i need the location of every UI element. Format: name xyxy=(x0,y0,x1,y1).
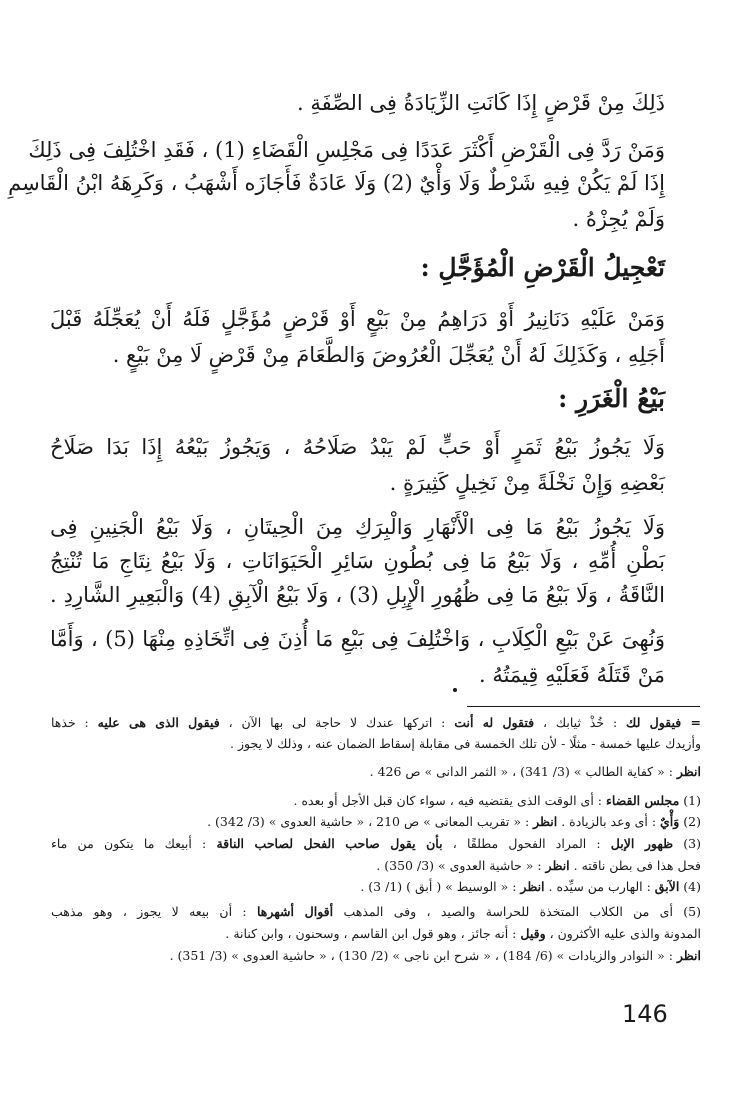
fn-text: (2) xyxy=(679,814,701,829)
fn-bold: انظر xyxy=(533,814,558,829)
fn-text: : أى الوقت الذى يقتضيه فيه ، سواء كان قبل الأجل أو بعده . xyxy=(293,793,606,808)
fn-text: : أى وعد بالزيادة . xyxy=(557,814,660,829)
fn-text: : اتركها عندك لا حاجة لى بها الآن ، xyxy=(219,715,455,730)
footnote-3-line-2 xyxy=(51,856,701,876)
body-line-6: أَجَلِهِ ، وَكَذَلِكَ لَهُ أَنْ يُعَجِّلَ الْعُرُوضَ وَالطَّعَامَ مِنْ قَرْضٍ لَا مِنْ بَيْعٍ . xyxy=(112,343,665,367)
page-number: 146 xyxy=(622,1000,668,1028)
fn-text: : أبيعك ما يتكون من ماء xyxy=(51,836,217,851)
body-line-11: النَّاقَةُ ، وَلَا بَيْعُ مَا فِى ظُهُورِ الْإِبِلِ (3) ، وَلَا بَيْعُ الْآبِقِ (4) وَالْبَعِيرِ الشَّارِدِ . xyxy=(50,583,665,607)
body-line-7: وَلَا يَجُوزُ بَيْعُ ثَمَرٍ أَوْ حَبٍّ لَمْ يَبْدُ صَلَاحُهُ ، وَيَجُوزُ بَيْعُهُ إِذَا بَدَا صَلَاحُ xyxy=(50,435,665,459)
body-line-13: مَنْ قَتَلَهُ فَعَلَيْهِ قِيمَتُهُ . xyxy=(478,663,665,687)
fn-bold: أقوال أشهرها xyxy=(256,904,334,919)
body-line-8: بَعْضِهِ وَإِنْ نَخْلَةً مِنْ نَخِيلٍ كَثِيرَةٍ . xyxy=(389,471,665,495)
footnote-5-line-3 xyxy=(51,946,701,966)
body-line-5: وَمَنْ عَلَيْهِ دَنَانِيرُ أَوْ دَرَاهِمُ مِنْ بَيْعٍ أَوْ قَرْضٍ مُؤَجَّلٍ فَلَهُ أَنْ يُعَجِّلَهُ قَبْلَ xyxy=(50,307,665,331)
fn-bold: فتقول له أنت xyxy=(454,715,535,730)
footnote-2 xyxy=(51,812,701,832)
body-line-4: وَلَمْ يُجِزْهُ . xyxy=(572,207,665,231)
fn-text: : خذها xyxy=(51,715,98,730)
fn-bold: فيقول الذى هى عليه xyxy=(97,715,220,730)
footnote-5-line-2 xyxy=(51,924,701,944)
section-heading-1: تَعْجِيلُ الْقَرْضِ الْمُؤَجَّلِ : xyxy=(420,253,665,282)
fn-bold: انظر xyxy=(520,879,545,894)
footnote-4 xyxy=(51,877,701,897)
fn-text: : أن بيعه لا يجوز ، وهو مذهب xyxy=(51,904,257,919)
fn-text: (1) xyxy=(679,793,701,808)
fn-text: (5) أى من الكلاب المتخذة للحراسة والصيد ، وفى المذهب xyxy=(333,904,701,919)
fn-bold: مجلس القضاء xyxy=(605,793,680,808)
fn-text: فحل هذا فى بطن ناقته . xyxy=(569,858,701,873)
stray-dot xyxy=(453,688,457,692)
fn-bold: وقيل xyxy=(520,926,546,941)
fn-text: : المراد الفحول مطلقًا ، xyxy=(442,836,611,851)
body-line-3: إِذَا لَمْ يَكُنْ فِيهِ شَرْطٌ وَلَا وَأْيٌ (2) وَلَا عَادَةٌ فَأَجَازَه أَشْهَبُ ، وَكَرِهَهُ ابْنُ الْقَاسِمِ xyxy=(8,171,665,195)
body-line-1: ذَلِكَ مِنْ قَرْضٍ إِذَا كَانَتِ الزِّيَادَةُ فِى الصِّفَةِ . xyxy=(297,91,665,115)
fn-bold: بأن يقول صاحب الفحل لصاحب الناقة xyxy=(216,836,443,851)
fn-text: (3) xyxy=(673,836,702,851)
body-line-2: وَمَنْ رَدَّ فِى الْقَرْضِ أَكْثَرَ عَدَدًا فِى مَجْلِسِ الْقَضَاءِ (1) ، فَقَدِ اخْتُلِفَ فِى ذَلِكَ xyxy=(28,138,665,162)
fn-text: المدونة والذى عليه الأكثرون ، xyxy=(545,926,701,941)
body-line-12: وَنُهِىَ عَنْ بَيْعِ الْكِلَابِ ، وَاخْتُلِفَ فِى بَيْعِ مَا أُذِنَ فِى اتِّخَاذِهِ مِنْهَا (5) ، وَأَمَّا xyxy=(50,627,665,651)
footnote-continued-line-2 xyxy=(51,734,701,754)
fn-bold: الآبق xyxy=(654,879,680,894)
footnote-5-line-1 xyxy=(51,902,701,922)
fn-text: (4) xyxy=(679,879,701,894)
fn-bold: = فيقول لك xyxy=(626,715,701,730)
fn-text: : « تقريب المعانى » ص 210 ، « حاشية العدوى » (3/ 342) . xyxy=(207,814,534,829)
fn-text: : الهارب من سيِّده . xyxy=(544,879,655,894)
body-line-9: وَلَا يَجُوزُ بَيْعُ مَا فِى الْأَنْهَارِ وَالْبِرَكِ مِنَ الْحِيتَانِ ، وَلَا بَيْعُ الْجَنِينِ فِى xyxy=(50,515,665,539)
fn-text: : أنه جائز ، وهو قول ابن القاسم ، وسحنون ، وابن كنانة . xyxy=(225,926,521,941)
fn-bold: ظهور الإبل xyxy=(610,836,674,851)
fn-bold: انظر xyxy=(676,948,701,963)
footnote-separator xyxy=(467,706,700,707)
fn-bold: انظر xyxy=(676,764,701,779)
fn-text: : « النوادر والزيادات » (6/ 184) ، « شرح ابن ناجى » (2/ 130) ، « حاشية العدوى » (3/ 351) . xyxy=(169,948,677,963)
fn-bold: وَأْيٌ xyxy=(660,814,680,829)
footnote-1 xyxy=(51,791,701,811)
body-line-10: بَطْنِ أُمِّهِ ، وَلَا بَيْعُ مَا فِى بُطُونِ سَائِرِ الْحَيَوَانَاتِ ، وَلَا بَيْعُ نِتَاجِ مَا تُنْتِجُ xyxy=(50,549,665,573)
section-heading-2: بَيْعُ الْغَرَرِ : xyxy=(558,384,665,413)
footnote-3-line-1 xyxy=(51,834,701,854)
fn-bold: انظر xyxy=(545,858,570,873)
fn-text: : « كفاية الطالب » (3/ 341) ، « الثمر الدانى » ص 426 . xyxy=(369,764,677,779)
fn-text: وأزيدك عليها خمسة - مثلًا - لأن تلك الخمسة فى مقابلة إسقاط الضمان عنه ، وذلك لا يجوز . xyxy=(230,736,701,751)
footnote-continued-line-1 xyxy=(51,713,701,733)
fn-text: : خُذْ ثيابك ، xyxy=(534,715,627,730)
fn-text: : « حاشية العدوى » (3/ 350) . xyxy=(376,858,546,873)
fn-text: : « الوسيط » ( أبق ) (1/ 3) . xyxy=(360,879,521,894)
footnote-continued-line-3 xyxy=(51,762,701,782)
